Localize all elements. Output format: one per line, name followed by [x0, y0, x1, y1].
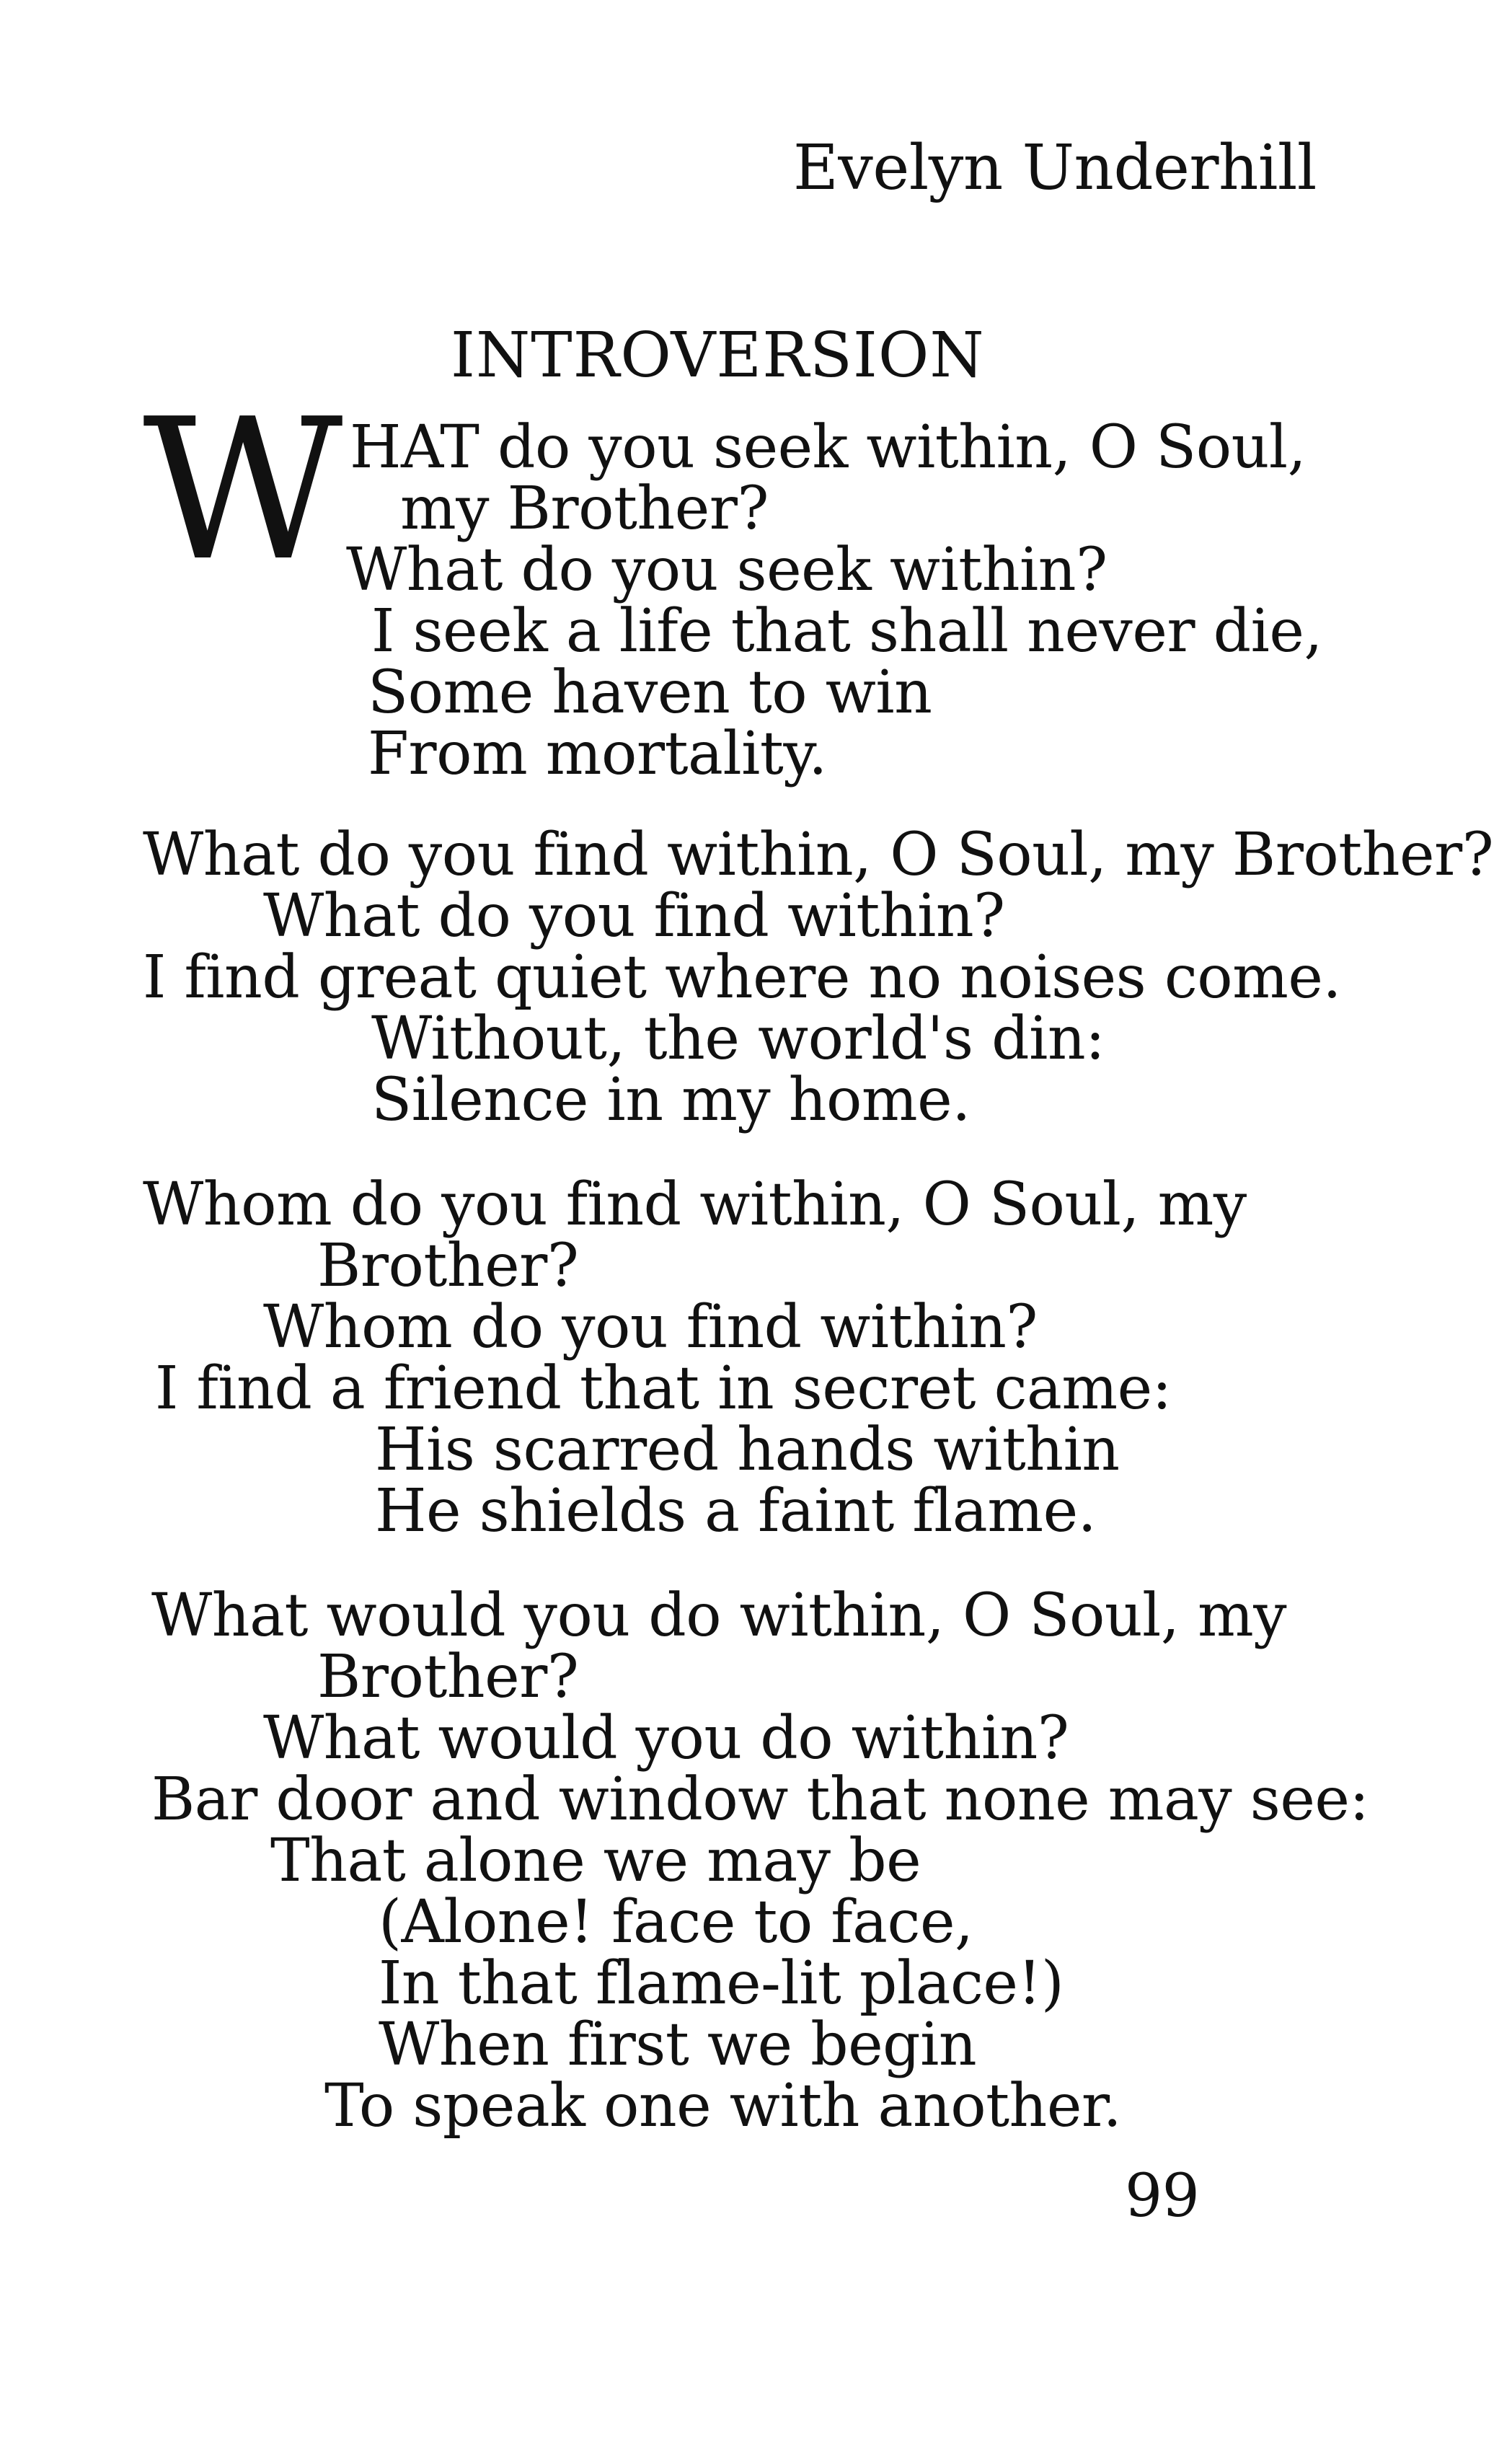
poem-line: From mortality.: [368, 720, 827, 788]
poem-line: In that flame-lit place!): [379, 1949, 1064, 2018]
poem-line: What do you find within, O Soul, my Brother?: [143, 821, 1494, 889]
poem-line: He shields a faint flame.: [375, 1477, 1097, 1545]
poem-line: I find a friend that in secret came:: [155, 1354, 1172, 1423]
drop-cap-letter: W: [143, 376, 343, 604]
poem-line: Whom do you find within, O Soul, my: [143, 1170, 1247, 1239]
poem-title: INTROVERSION: [451, 319, 985, 392]
poem-line: To speak one with another.: [324, 2072, 1122, 2140]
poem-line: Some haven to win: [368, 658, 932, 727]
poem-line: Whom do you find within?: [263, 1293, 1038, 1362]
poem-line: That alone we may be: [270, 1827, 921, 1895]
poem-line: When first we begin: [379, 2011, 977, 2079]
poem-line: my Brother?: [400, 475, 769, 543]
poem-line: HAT do you seek within, O Soul,: [350, 413, 1307, 482]
poem-line: Bar door and window that none may see:: [151, 1765, 1369, 1834]
poem-line: Brother?: [317, 1643, 579, 1711]
poem-line: I find great quiet where no noises come.: [143, 943, 1341, 1012]
poem-line: I seek a life that shall never die,: [371, 597, 1322, 666]
poem-line: Silence in my home.: [371, 1066, 971, 1134]
poem-line: What do you seek within?: [346, 536, 1108, 604]
poem-line: (Alone! face to face,: [379, 1888, 973, 1956]
poem-line: What would you do within, O Soul, my: [151, 1581, 1287, 1650]
running-header-author: Evelyn Underhill: [793, 132, 1317, 204]
page-number: 99: [1125, 2162, 1200, 2231]
poem-line: What do you find within?: [263, 882, 1005, 950]
poem-line: Brother?: [317, 1232, 579, 1300]
poem-line: Without, the world's din:: [371, 1005, 1105, 1073]
poem-line: His scarred hands within: [375, 1416, 1120, 1484]
poem-line: What would you do within?: [263, 1704, 1069, 1773]
